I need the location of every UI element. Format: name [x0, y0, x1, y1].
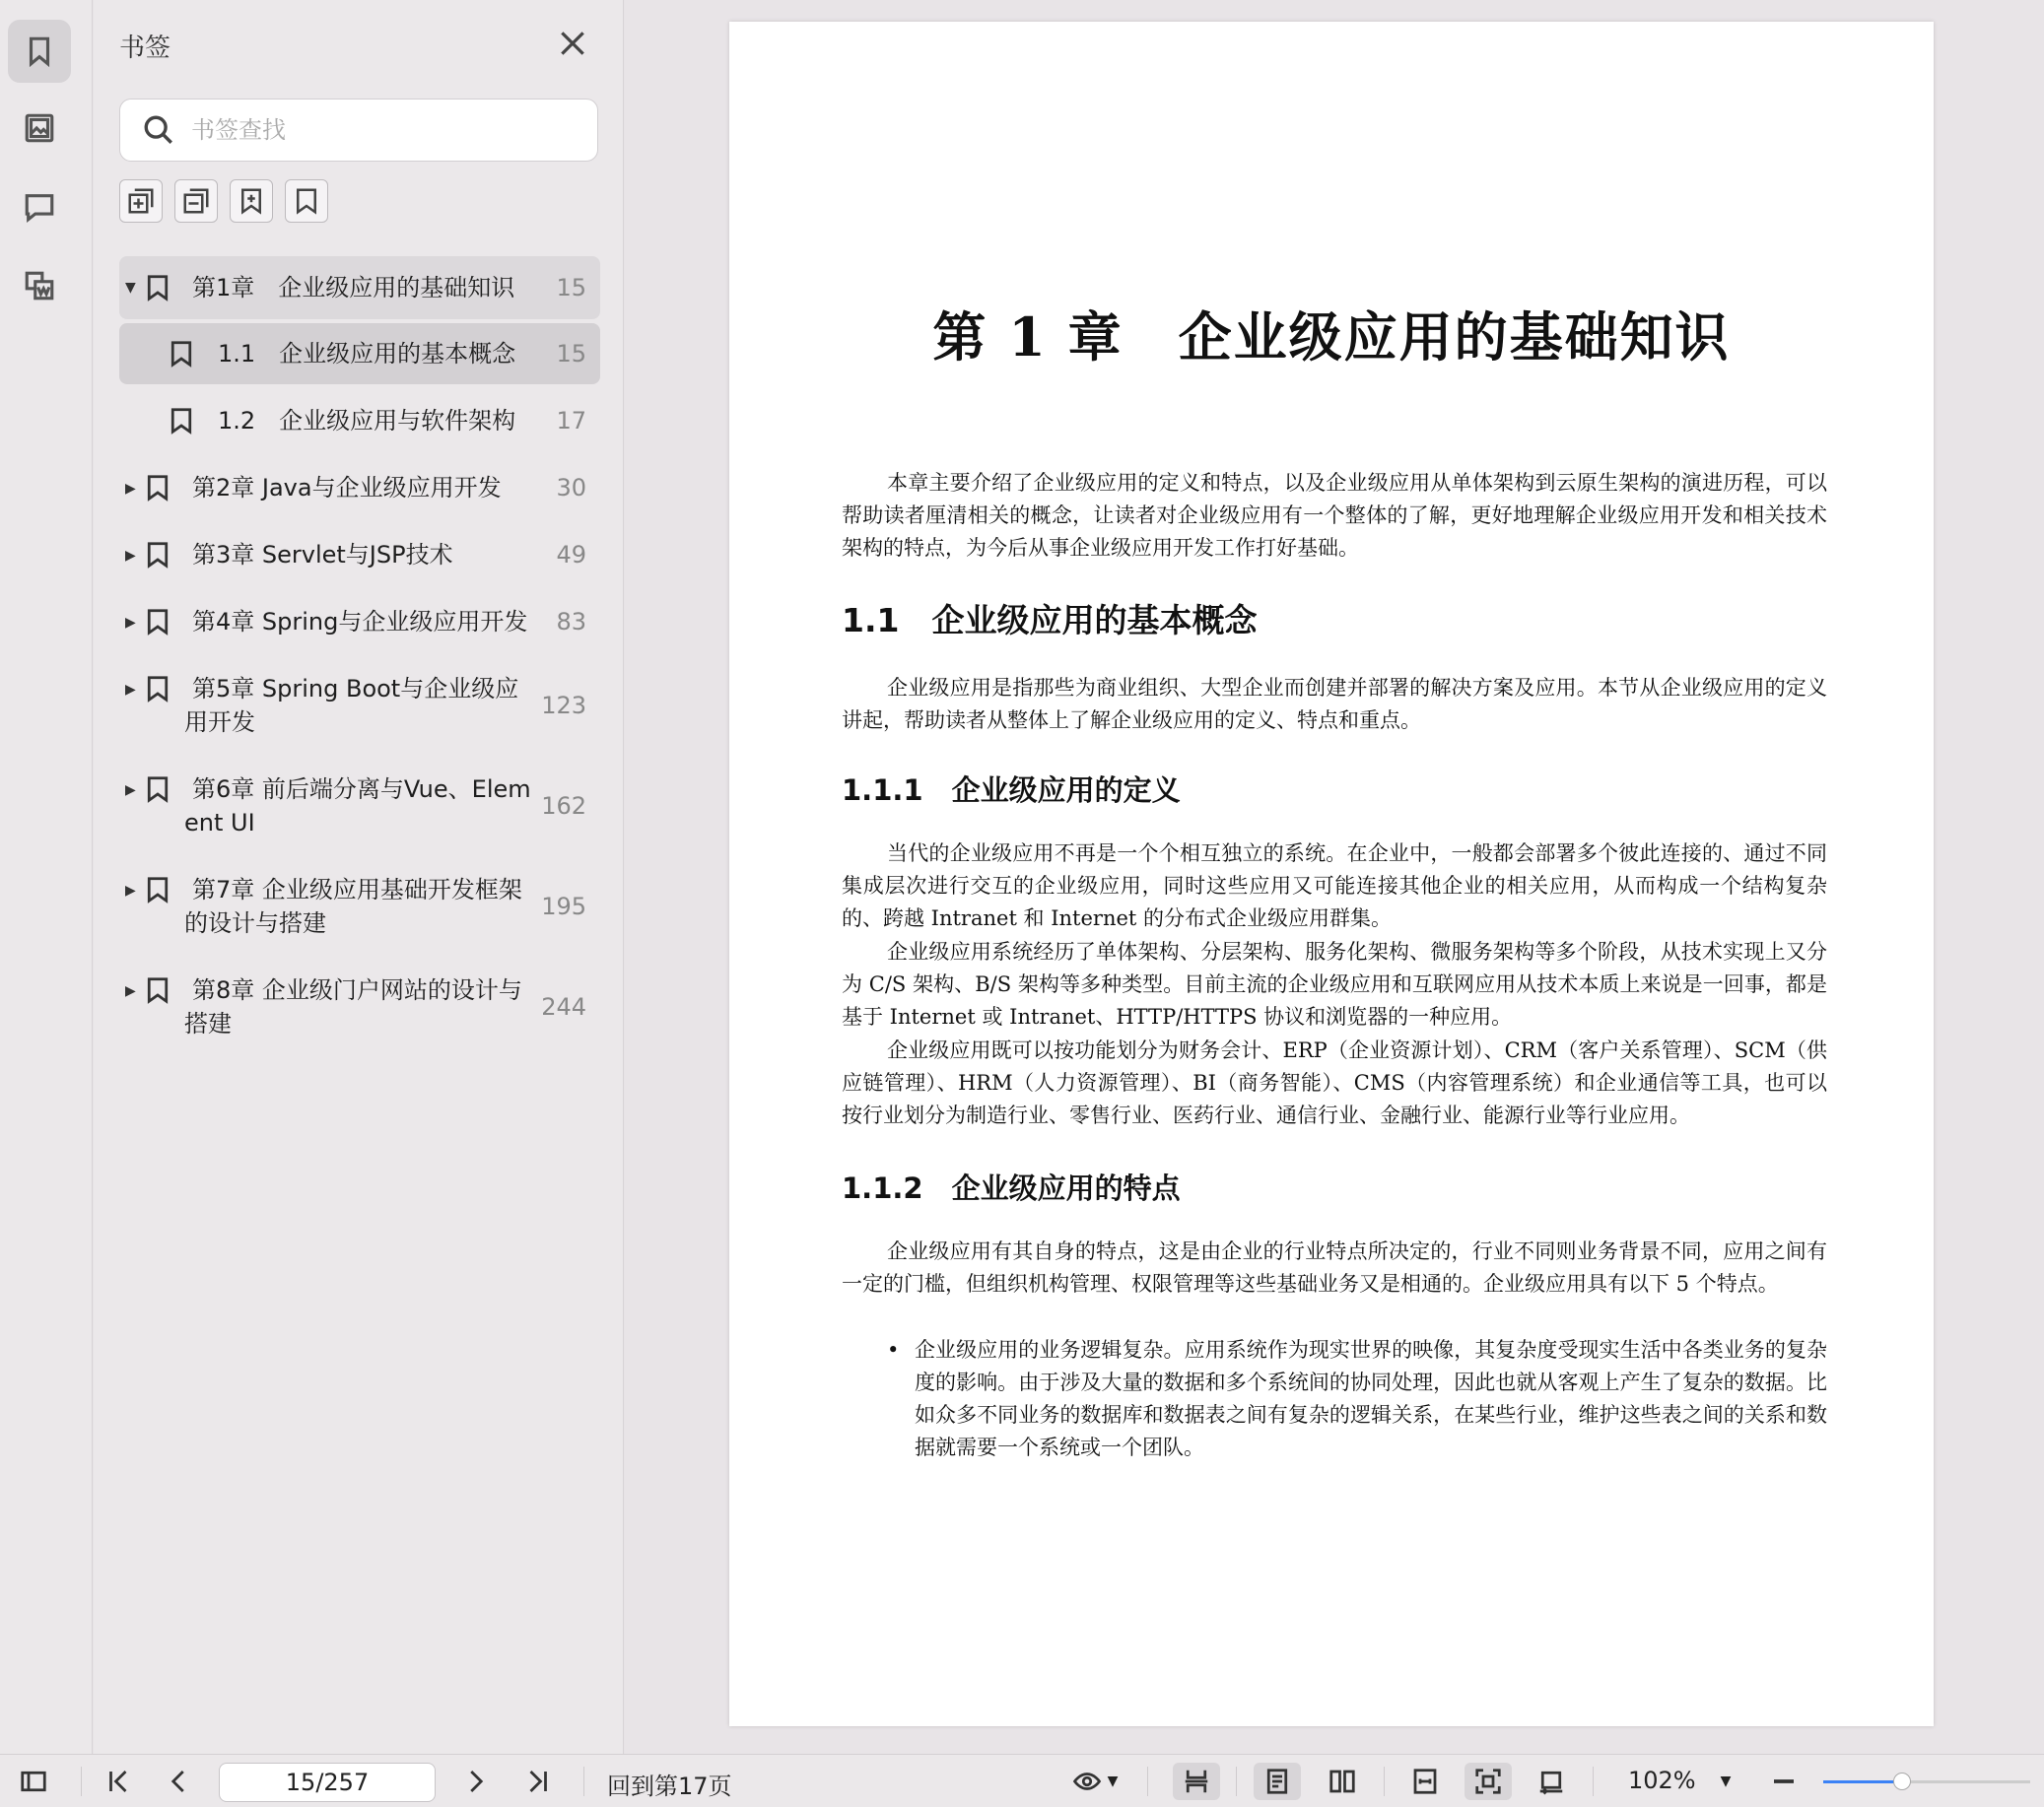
- bookmark-label: 第4章 Spring与企业级应用开发: [192, 608, 528, 636]
- first-page-button[interactable]: [99, 1763, 138, 1800]
- last-page-button[interactable]: [518, 1763, 558, 1800]
- bookmark-page: 15: [556, 340, 586, 368]
- chevron-left-icon: [165, 1767, 194, 1796]
- bookmark-page: 49: [556, 541, 586, 569]
- chevron-down-icon: ▼: [1720, 1774, 1732, 1789]
- bookmark-item[interactable]: [119, 658, 600, 759]
- bookmark-item[interactable]: [119, 591, 600, 658]
- bookmark-icon: [143, 538, 172, 571]
- section-paragraph: 企业级应用是指那些为商业组织、大型企业而创建并部署的解决方案及应用。本节从企业级应用的定义讲起，帮助读者从整体上了解企业级应用的定义、特点和重点。: [842, 676, 1827, 732]
- bookmark-label-continued: 用开发: [184, 708, 255, 736]
- body-paragraph: 企业级应用有其自身的特点，这是由企业的行业特点所决定的，行业不同则业务背景不同，应用之间有一定的门槛，但组织机构管理、权限管理等这些基础业务又是相通的。企业级应用具有以下 5 个特点。: [842, 1239, 1827, 1296]
- divider: [1147, 1767, 1148, 1796]
- body-paragraph: 企业级应用既可以按功能划分为财务会计、ERP（企业资源计划）、CRM（客户关系管理）、SCM（供应链管理）、HRM（人力资源管理）、BI（商务智能）、CMS（内容管理系统）和企业通信等工具，也可以按行业划分为制造行业、零售行业、医药行业、通信行业、金融行业、能源行业等行业应用。: [842, 1038, 1827, 1127]
- bookmark-panel: [94, 0, 624, 1754]
- subsection-heading: 1.1.1 企业级应用的定义: [842, 773, 1181, 807]
- bookmark-page-button[interactable]: [285, 179, 328, 223]
- double-page-icon: [1328, 1767, 1357, 1796]
- intro-paragraph: 本章主要介绍了企业级应用的定义和特点，以及企业级应用从单体架构到云原生架构的演进历程，可以帮助读者厘清相关的概念，让读者对企业级应用有一个整体的了解，更好地理解企业级应用开发和相关技术架构的特点，为今后从事企业级应用开发工作打好基础。: [842, 471, 1827, 560]
- close-icon: [557, 28, 588, 59]
- bookmark-item[interactable]: [119, 390, 600, 457]
- collapse-all-icon: [181, 186, 211, 216]
- comment-icon: [23, 190, 56, 224]
- comment-panel-button[interactable]: [8, 175, 71, 238]
- go-back-link[interactable]: 回到第17页: [607, 1773, 732, 1800]
- bookmark-label: 1.1 企业级应用的基本概念: [218, 340, 516, 368]
- bookmark-label-continued: 的设计与搭建: [184, 909, 326, 937]
- toggle-sidebar-button[interactable]: [14, 1763, 53, 1800]
- bookmark-page: 17: [556, 407, 586, 435]
- bookmark-item[interactable]: [119, 457, 600, 524]
- continuous-scroll-button[interactable]: [1173, 1763, 1220, 1800]
- body-paragraph: 当代的企业级应用不再是一个个相互独立的系统。在企业中，一般都会部署多个彼此连接的、通过不同集成层次进行交互的企业级应用，同时这些应用又可能连接其他企业的相关应用，从而构成一个结构复杂的、跨越 Intranet 和 Internet 的分布式企业级应用群集。: [842, 841, 1827, 930]
- expand-arrow-icon[interactable]: ▶: [125, 548, 136, 564]
- bookmark-icon: [143, 605, 172, 638]
- expand-arrow-icon[interactable]: ▶: [125, 782, 136, 798]
- convert-panel-button[interactable]: [8, 254, 71, 317]
- divider: [81, 1767, 82, 1796]
- bookmark-label: 1.2 企业级应用与软件架构: [218, 407, 516, 435]
- zoom-level[interactable]: 102%: [1628, 1767, 1696, 1794]
- continuous-scroll-icon: [1182, 1767, 1211, 1796]
- bookmark-icon: [143, 271, 172, 304]
- expand-all-button[interactable]: [119, 179, 163, 223]
- last-page-icon: [523, 1767, 553, 1796]
- single-page-button[interactable]: [1254, 1763, 1301, 1800]
- bookmark-tools: [119, 179, 328, 223]
- bookmark-label: 第3章 Servlet与JSP技术: [192, 541, 453, 569]
- bookmark-item[interactable]: [119, 256, 600, 319]
- bookmark-page: 162: [541, 792, 586, 820]
- bookmark-panel-button[interactable]: [8, 20, 71, 83]
- expand-all-icon: [126, 186, 156, 216]
- first-page-icon: [103, 1767, 133, 1796]
- rotate-icon: [1536, 1767, 1566, 1796]
- chapter-title: 第 1 章 企业级应用的基础知识: [932, 305, 1731, 368]
- bookmark-label-continued: ent UI: [184, 809, 255, 837]
- rotate-button[interactable]: [1528, 1763, 1575, 1800]
- bookmark-icon: [23, 34, 56, 68]
- fit-width-icon: [1410, 1767, 1440, 1796]
- add-bookmark-icon: [237, 186, 266, 216]
- view-mode-dropdown[interactable]: [1060, 1763, 1129, 1800]
- bookmark-page: 83: [556, 608, 586, 636]
- expand-arrow-icon[interactable]: ▶: [125, 481, 136, 497]
- bottom-toolbar: [0, 1754, 2044, 1807]
- bookmark-label: 第6章 前后端分离与Vue、Elem: [192, 775, 531, 803]
- zoom-dropdown-button[interactable]: [1711, 1763, 1740, 1800]
- add-bookmark-button[interactable]: [230, 179, 273, 223]
- divider: [583, 1767, 584, 1796]
- bookmark-label: 第7章 企业级应用基础开发框架: [192, 876, 522, 904]
- expand-arrow-icon[interactable]: ▶: [125, 682, 136, 698]
- expand-arrow-icon[interactable]: ▶: [125, 883, 136, 899]
- bookmark-outline-icon: [292, 186, 321, 216]
- zoom-out-button[interactable]: [1764, 1763, 1804, 1800]
- page-number-input[interactable]: [219, 1763, 436, 1802]
- chevron-right-icon: [460, 1767, 490, 1796]
- bookmark-item[interactable]: [119, 960, 600, 1060]
- expand-arrow-icon[interactable]: ▶: [125, 983, 136, 999]
- bookmark-label: 第2章 Java与企业级应用开发: [192, 474, 502, 502]
- zoom-slider-fill: [1823, 1780, 1902, 1783]
- bookmark-item[interactable]: [119, 859, 600, 960]
- body-paragraph: 企业级应用系统经历了单体架构、分层架构、服务化架构、微服务架构等多个阶段，从技术实现上又分为 C/S 架构、B/S 架构等多种类型。目前主流的企业级应用和互联网应用从技术本质上来说是一回事，都是基于 Internet 或 Intranet、HTTP/HTTPS 协议和浏览器的一种应用。: [842, 940, 1827, 1029]
- fit-width-button[interactable]: [1401, 1763, 1449, 1800]
- bookmark-search-input[interactable]: [191, 116, 566, 144]
- bookmark-icon: [143, 672, 172, 705]
- divider: [1384, 1767, 1385, 1796]
- image-icon: [23, 111, 56, 145]
- bookmark-item[interactable]: [119, 524, 600, 591]
- collapse-all-button[interactable]: [174, 179, 218, 223]
- section-heading: 1.1 企业级应用的基本概念: [842, 601, 1258, 639]
- bookmark-icon: [143, 873, 172, 906]
- bookmark-label: 第5章 Spring Boot与企业级应: [192, 675, 519, 703]
- bookmark-icon: [167, 404, 196, 437]
- eye-icon: [1072, 1767, 1102, 1796]
- zoom-slider-thumb[interactable]: [1893, 1773, 1911, 1790]
- bullet-item: • 企业级应用的业务逻辑复杂。应用系统作为现实世界的映像，其复杂度受现实生活中各类业务的复杂度的影响。由于涉及大量的数据和多个系统间的协同处理，因此也就从客观上产生了复杂的数据。比如众多不同业务的数据库和数据表之间有复杂的逻辑关系，在某些行业，维护这些表之间的关系和数据就需要一个系统或一个团队。: [887, 1334, 1827, 1464]
- bookmark-list: [119, 256, 602, 1060]
- bookmark-search: [119, 99, 598, 162]
- document-view[interactable]: [625, 0, 2044, 1754]
- bookmark-page: 244: [541, 993, 586, 1021]
- convert-word-icon: [23, 269, 56, 302]
- icon-rail: [0, 0, 93, 1754]
- fit-page-button[interactable]: [1465, 1763, 1512, 1800]
- bookmark-label: 第8章 企业级门户网站的设计与: [192, 976, 522, 1004]
- search-icon: [142, 113, 175, 147]
- expand-arrow-icon[interactable]: ▼: [125, 280, 136, 296]
- document-page: [729, 22, 1934, 1726]
- thumbnail-panel-button[interactable]: [8, 97, 71, 160]
- panel-title: 书签: [119, 33, 171, 63]
- bookmark-label: 第1章 企业级应用的基础知识: [192, 274, 515, 301]
- bookmark-page: 30: [556, 474, 586, 502]
- bookmark-icon: [167, 337, 196, 370]
- bookmark-page: 123: [541, 692, 586, 719]
- next-page-button[interactable]: [455, 1763, 495, 1800]
- single-page-icon: [1262, 1767, 1292, 1796]
- expand-arrow-icon[interactable]: ▶: [125, 615, 136, 631]
- divider: [1593, 1767, 1594, 1796]
- bookmark-icon: [143, 772, 172, 806]
- double-page-button[interactable]: [1319, 1763, 1366, 1800]
- bookmark-item[interactable]: [119, 323, 600, 384]
- close-panel-button[interactable]: [557, 28, 588, 59]
- chevron-down-icon: ▼: [1107, 1774, 1119, 1789]
- minus-icon: [1769, 1767, 1799, 1796]
- bookmark-page: 15: [556, 274, 586, 301]
- bookmark-label-continued: 搭建: [184, 1010, 232, 1037]
- bookmark-item[interactable]: [119, 759, 600, 859]
- sidebar-toggle-icon: [19, 1767, 48, 1796]
- zoom-slider[interactable]: [1823, 1780, 2030, 1783]
- bookmark-icon: [143, 973, 172, 1007]
- bookmark-page: 195: [541, 893, 586, 920]
- fit-page-icon: [1473, 1767, 1503, 1796]
- subsection-heading: 1.1.2 企业级应用的特点: [842, 1171, 1181, 1205]
- prev-page-button[interactable]: [160, 1763, 199, 1800]
- bookmark-icon: [143, 471, 172, 504]
- divider: [1236, 1767, 1237, 1796]
